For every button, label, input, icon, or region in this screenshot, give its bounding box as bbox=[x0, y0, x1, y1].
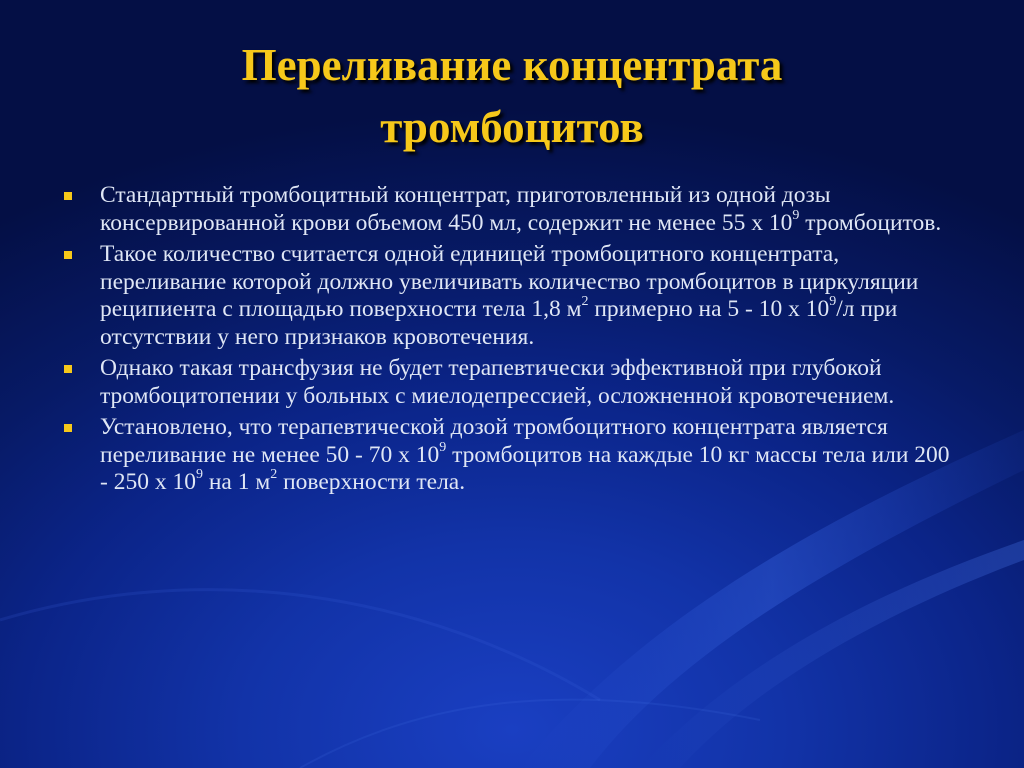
bullet-item bbox=[60, 182, 960, 237]
bullet-square-icon bbox=[64, 251, 72, 259]
superscript-exponent: 9 bbox=[195, 467, 203, 483]
bullet-text-run: Такое количество считается одной единицей тромбоцитного концентрата, переливание которой должно увеличивать количество тромбоцитов в циркуляции реципиента с площадью поверхности тела 1,8 м bbox=[100, 241, 919, 322]
bullet-text-run: на 1 м bbox=[202, 469, 271, 495]
bullet-item bbox=[60, 414, 960, 497]
superscript-exponent: 2 bbox=[270, 467, 278, 483]
superscript-exponent: 9 bbox=[439, 439, 447, 455]
slide-title-line-2: тромбоцитов bbox=[380, 102, 644, 152]
bullet-text bbox=[100, 414, 960, 497]
bullet-text bbox=[100, 355, 960, 410]
bullet-item bbox=[60, 355, 960, 410]
slide-title bbox=[60, 34, 964, 158]
bullet-square-icon bbox=[64, 192, 72, 200]
bullet-text-run: тромбоцитов на каждые 10 кг массы тела или 200 - 250 х 10 bbox=[100, 441, 950, 495]
bullet-text-run: тромбоцитов. bbox=[799, 209, 942, 236]
superscript-exponent: 9 bbox=[792, 207, 800, 223]
bullet-text bbox=[100, 241, 960, 351]
bullet-text-run: Установлено, что терапевтической дозой тромбоцитного концентрата является переливание не менее 50 - 70 х 10 bbox=[100, 414, 888, 468]
bullet-text-run: примерно на 5 - 10 х 10 bbox=[588, 296, 830, 322]
superscript-exponent: 9 bbox=[829, 294, 837, 310]
bullet-list bbox=[60, 182, 960, 501]
bullet-square-icon bbox=[64, 424, 72, 432]
superscript-exponent: 2 bbox=[581, 294, 589, 310]
bullet-item bbox=[60, 241, 960, 351]
bullet-text-run: Стандартный тромбоцитный концентрат, приготовленный из одной дозы консервированной крови объемом 450 мл, содержит не менее 55 х 10 bbox=[100, 182, 831, 236]
bullet-square-icon bbox=[64, 365, 72, 373]
bullet-text-run: /л при отсутствии у него признаков кровотечения. bbox=[100, 296, 898, 350]
slide-title-line-1: Переливание концентрата bbox=[241, 40, 783, 90]
bullet-text-run: Однако такая трансфузия не будет терапевтически эффективной при глубокой тромбоцитопении у больных с миелодепрессией, осложненной кровотечением. bbox=[100, 355, 895, 409]
bullet-text bbox=[100, 182, 960, 237]
bullet-text-run: поверхности тела. bbox=[277, 469, 466, 495]
